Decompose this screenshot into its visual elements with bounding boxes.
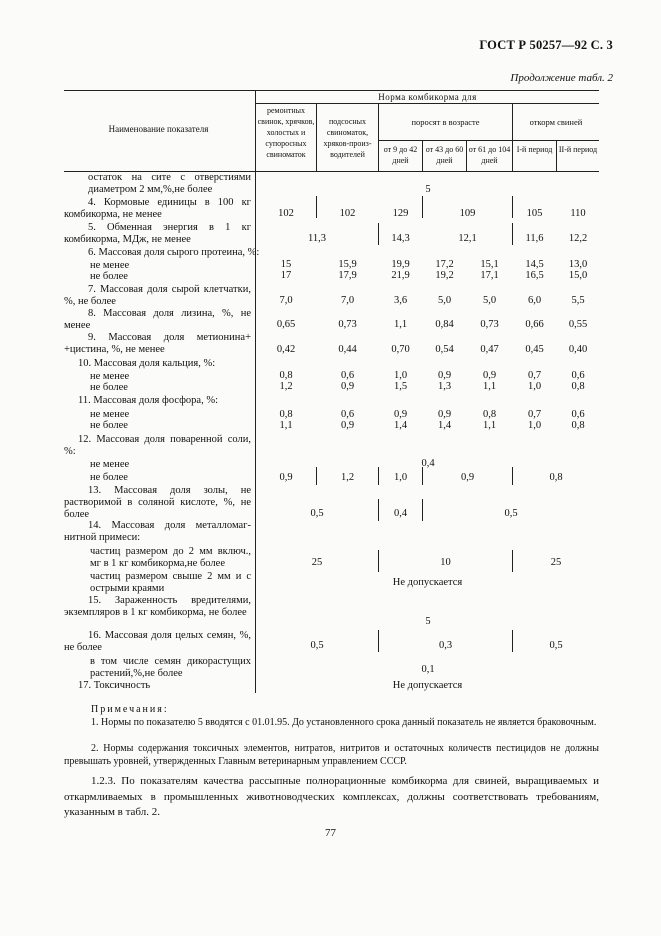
cell-r5-4: 11,6 xyxy=(525,233,544,244)
cell-r7-6: 6,0 xyxy=(527,295,542,306)
cell-r9-3: 0,70 xyxy=(391,344,410,355)
page-number: 77 xyxy=(325,827,336,839)
cell-r6b-7: 15,0 xyxy=(568,270,588,281)
row-label-16: 16. Массовая доля целых семян, %, не более xyxy=(64,630,251,653)
cell-r8-3: 1,1 xyxy=(393,319,408,330)
cell-r6a-7: 13,0 xyxy=(568,259,588,270)
cell-r12a: 0,4 xyxy=(421,458,435,469)
cell-r10a-6: 0,7 xyxy=(527,370,542,381)
cell-r11a-7: 0,6 xyxy=(571,409,585,420)
cell-r5-1: 11,3 xyxy=(308,233,326,244)
cell-r11b-6: 1,0 xyxy=(527,420,542,431)
cell-r9-5: 0,47 xyxy=(480,344,499,355)
row-label-13: 13. Массовая доля золы, не растворимой в соляной кислоте, %, не более xyxy=(64,485,251,520)
cell-r14a-1: 25 xyxy=(311,557,323,568)
cell-r11b-4: 1,4 xyxy=(437,420,452,431)
cell-r13-1: 0,5 xyxy=(310,508,324,519)
cell-r4-3: 129 xyxy=(392,208,409,219)
row-label-6b: не более xyxy=(90,271,128,282)
cell-r16a: 0,1 xyxy=(421,664,435,675)
row-label-12: 12. Массовая доля поваренной соли, %: xyxy=(64,434,251,457)
cell-r7-5: 5,0 xyxy=(482,295,497,306)
cell-r4-5: 105 xyxy=(526,208,543,219)
row-label-10b: не более xyxy=(90,382,128,393)
cell-r5-2: 14,3 xyxy=(391,233,410,244)
col-header-fattening-2: II-й период xyxy=(558,145,598,154)
cell-r10b-5: 1,1 xyxy=(482,381,497,392)
subgroup-rule xyxy=(378,140,599,141)
cell-r6a-3: 19,9 xyxy=(391,259,410,270)
cell-r7-2: 7,0 xyxy=(340,295,355,306)
header-vline-6 xyxy=(512,103,513,171)
cell-r11a-4: 0,9 xyxy=(437,409,452,420)
col-header-suckling: подсосных свиноматок, хряков-производителей xyxy=(323,117,372,159)
row-label-16a: в том числе семян дикорастущих растений,%,не более xyxy=(90,656,251,679)
table-continuation-label: Продолжение табл. 2 xyxy=(510,72,613,84)
cell-r10a-7: 0,6 xyxy=(571,370,585,381)
cell-r6a-4: 17,2 xyxy=(435,259,454,270)
cell-r10b-1: 1,2 xyxy=(279,381,293,392)
col-header-fattening: откорм свиней xyxy=(529,117,583,127)
cell-r15: 5 xyxy=(425,616,431,627)
cell-r10b-4: 1,3 xyxy=(437,381,452,392)
cell-r7-4: 5,0 xyxy=(437,295,452,306)
cell-r8-2: 0,73 xyxy=(338,319,357,330)
row-label-14a: частиц размером до 2 мм включ., мг в 1 кг комбикорма,не более xyxy=(90,546,251,569)
row-label-14: 14. Массовая доля металломагнитной примеси: xyxy=(64,520,251,543)
note-2: 2. Нормы содержания токсичных элементов, нитратов, нитритов и остаточных количеств пестицидов не должны превышать уровней, утвержденных Главным ветеринарным управлением СССР. xyxy=(64,743,599,767)
cell-r8-5: 0,73 xyxy=(480,319,499,330)
col-header-name: Наименование показателя xyxy=(108,124,209,134)
row-label-12a: не менее xyxy=(90,459,130,470)
cell-r12b-1: 0,9 xyxy=(279,472,293,483)
cell-r10b-7: 0,8 xyxy=(571,381,585,392)
cell-r6b-2: 17,9 xyxy=(338,270,357,281)
row-label-5: 5. Обменная энергия в 1 кг комбикорма, МДж, не менее xyxy=(64,222,251,245)
row-label-11: 11. Массовая доля фосфора, %: xyxy=(78,395,218,406)
cell-r9-6: 0,45 xyxy=(525,344,544,355)
col-header-repair: ремонтных свинок, хрячков, холостых и супоросных свиноматок xyxy=(257,106,315,159)
row-label-10a: не менее xyxy=(90,371,130,382)
cell-r11b-7: 0,8 xyxy=(571,420,585,431)
cell-r10a-1: 0,8 xyxy=(279,370,293,381)
cell-r16-1: 0,5 xyxy=(310,640,324,651)
cell-r8-4: 0,84 xyxy=(435,319,454,330)
row-label-11a: не менее xyxy=(90,409,130,420)
cell-r11b-5: 1,1 xyxy=(482,420,497,431)
cell-r8-7: 0,55 xyxy=(568,319,588,330)
cell-r11a-5: 0,8 xyxy=(482,409,497,420)
row-label-12b: не более xyxy=(90,472,128,483)
clause-1-2-3: 1.2.3. По показателям качества рассыпные полнорационные комбикорма для свиней, выращиваемых и откармливаемых в промышленных животноводческих комплексах, должны соответствовать требованиям, указанным в табл. 2. xyxy=(64,775,599,818)
cell-r8-6: 0,66 xyxy=(525,319,544,330)
col-header-fattening-1: I-й период xyxy=(516,145,553,154)
cell-r4-6: 110 xyxy=(570,208,586,219)
cell-r10a-3: 1,0 xyxy=(393,370,408,381)
cell-r7-7: 5,5 xyxy=(571,295,585,306)
cell-r11a-1: 0,8 xyxy=(279,409,293,420)
row-label-8: 8. Массовая доля лизина, %, не менее xyxy=(64,308,251,331)
row-label-6a: не менее xyxy=(90,260,130,271)
cell-r16-3: 0,5 xyxy=(549,640,563,651)
cell-r6b-6: 16,5 xyxy=(525,270,544,281)
cell-r5-5: 12,2 xyxy=(568,233,588,244)
cell-r11a-6: 0,7 xyxy=(527,409,542,420)
cell-r10a-4: 0,9 xyxy=(437,370,452,381)
row-label-15: 15. Зараженность вредителями, экземпляров в 1 кг комбикорма, не более xyxy=(64,595,251,618)
cell-r6b-1: 17 xyxy=(280,270,292,281)
cell-r13-2: 0,4 xyxy=(393,508,408,519)
row-label-sieve: остаток на сите с отверстиями диаметром 2 мм,%,не более xyxy=(88,172,251,195)
cell-r12b-4: 0,9 xyxy=(460,472,475,483)
cell-r6a-2: 15,9 xyxy=(338,259,357,270)
row-label-7: 7. Массовая доля сырой клетчатки, %, не более xyxy=(64,284,251,307)
norm-header-rule xyxy=(255,103,599,104)
cell-r9-7: 0,40 xyxy=(568,344,588,355)
cell-r10b-6: 1,0 xyxy=(527,381,542,392)
cell-r6a-1: 15 xyxy=(280,259,292,270)
cell-r12b-3: 1,0 xyxy=(393,472,408,483)
cell-r11b-2: 0,9 xyxy=(340,420,355,431)
cell-r5-3: 12,1 xyxy=(458,233,477,244)
cell-r11a-2: 0,6 xyxy=(340,409,355,420)
cell-r7-1: 7,0 xyxy=(279,295,293,306)
row-label-6: 6. Массовая доля сырого протеина, %: xyxy=(88,247,260,258)
row-label-11b: не более xyxy=(90,420,128,431)
cell-r10b-3: 1,5 xyxy=(393,381,408,392)
cell-r17: Не допускается xyxy=(392,680,463,691)
cell-r10b-2: 0,9 xyxy=(340,381,355,392)
note-1: 1. Нормы по показателю 5 вводятся с 01.01.95. До установленного срока данный показатель не является браковочным. xyxy=(91,717,597,728)
cell-r16-2: 0,3 xyxy=(438,640,453,651)
row-label-10: 10. Массовая доля кальция, %: xyxy=(78,358,216,369)
document-header-title: ГОСТ Р 50257—92 С. 3 xyxy=(479,38,613,52)
cell-r9-1: 0,42 xyxy=(276,344,296,355)
cell-r10a-5: 0,9 xyxy=(482,370,497,381)
cell-r11a-3: 0,9 xyxy=(393,409,408,420)
cell-r14b: Не допускается xyxy=(392,577,463,588)
cell-r13-3: 0,5 xyxy=(504,508,518,519)
cell-r4-1: 102 xyxy=(278,208,294,219)
cell-r6a-6: 14,5 xyxy=(525,259,544,270)
cell-r6a-5: 15,1 xyxy=(480,259,499,270)
col-header-piglets-1: от 9 до 42 дней xyxy=(383,145,418,165)
col-header-norm: Норма комбикорма для xyxy=(378,92,477,102)
cell-r14a-2: 10 xyxy=(440,557,451,568)
cell-r10a-2: 0,6 xyxy=(340,370,355,381)
cell-sieve: 5 xyxy=(425,184,431,195)
row-label-14b: частиц размером свыше 2 мм и с острыми краями xyxy=(90,571,251,594)
col-header-piglets-3: от 61 до 104 дней xyxy=(468,145,511,165)
cell-r12b-2: 1,2 xyxy=(340,472,355,483)
cell-r9-4: 0,54 xyxy=(435,344,454,355)
row-label-17: 17. Токсичность xyxy=(78,680,151,691)
row-label-9: 9. Массовая доля метионина+ +цистина, %, не менее xyxy=(64,332,251,355)
notes-heading: Примечания: xyxy=(91,704,169,715)
cell-r4-4: 109 xyxy=(459,208,476,219)
cell-r14a-3: 25 xyxy=(550,557,562,568)
cell-r12b-5: 0,8 xyxy=(549,472,563,483)
row-label-4: 4. Кормовые единицы в 100 кг комбикорма, не менее xyxy=(64,197,251,220)
cell-r4-2: 102 xyxy=(339,208,356,219)
cell-r9-2: 0,44 xyxy=(338,344,357,355)
cell-r6b-3: 21,9 xyxy=(391,270,410,281)
cell-r6b-4: 19,2 xyxy=(435,270,454,281)
col-header-piglets: поросят в возрасте xyxy=(411,117,480,127)
cell-r8-1: 0,65 xyxy=(276,319,296,330)
table-top-rule xyxy=(64,90,599,91)
col-header-piglets-2: от 43 до 60 дней xyxy=(425,145,464,165)
cell-r11b-1: 1,1 xyxy=(279,420,293,431)
cell-r7-3: 3,6 xyxy=(393,295,408,306)
cell-r6b-5: 17,1 xyxy=(480,270,499,281)
cell-r11b-3: 1,4 xyxy=(393,420,408,431)
